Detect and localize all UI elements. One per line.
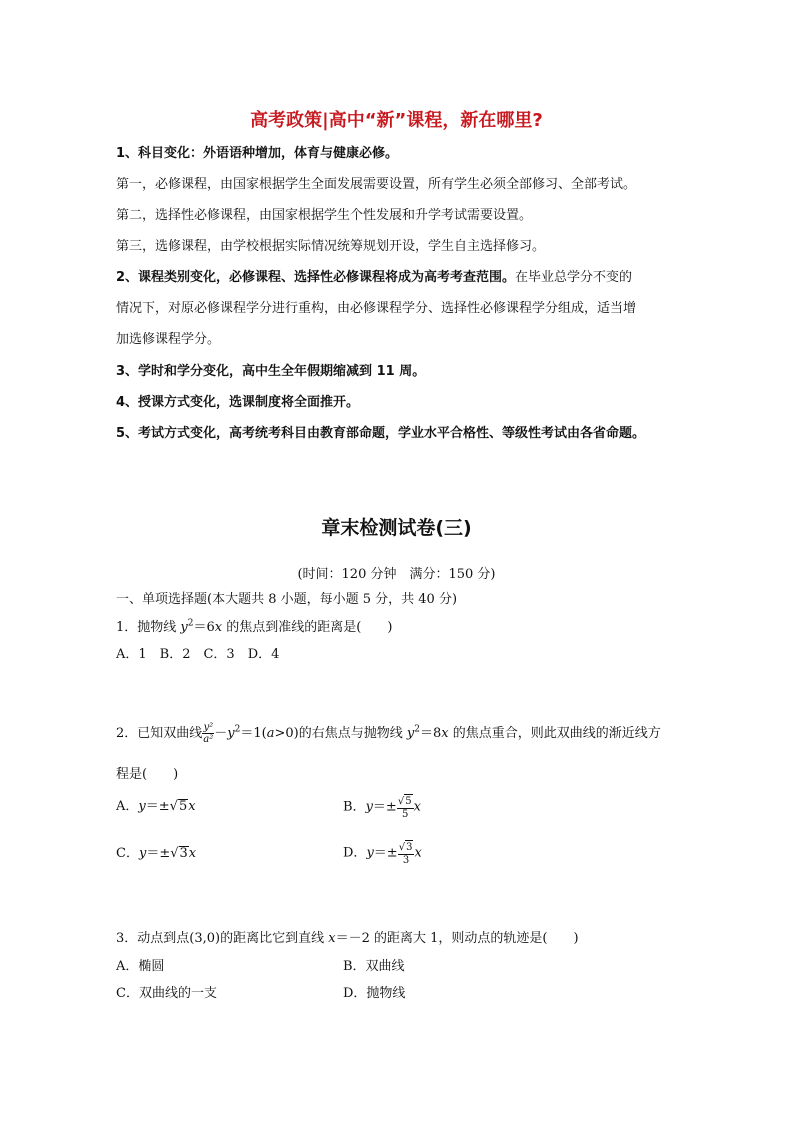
option-label: B． bbox=[343, 799, 366, 815]
q2-suffix: 的焦点重合，则此双曲线的渐近线方 bbox=[448, 726, 661, 741]
q1-var-y: y bbox=[180, 620, 188, 635]
option-radicand: 5 bbox=[178, 799, 188, 814]
q2-var-y2: y bbox=[406, 726, 415, 741]
option-radicand: 3 bbox=[406, 842, 413, 853]
q1-options: A．1 B．2 C．3 D．4 bbox=[116, 647, 280, 662]
option-label: D． bbox=[343, 845, 367, 861]
news-point-5: 5、考试方式变化，高考统考科目由教育部命题，学业水平合格性、等级性考试由各省命题。 bbox=[116, 426, 646, 441]
q2-eq: ＝1( bbox=[240, 726, 267, 741]
option-var: x bbox=[188, 846, 197, 861]
q2-fraction bbox=[202, 722, 214, 745]
option-frac-num: √5 bbox=[397, 796, 412, 807]
news-point-4: 4、授课方式变化，选课制度将全面推开。 bbox=[116, 395, 360, 410]
q3-var-x: x bbox=[328, 931, 336, 946]
option-eq: ＝± bbox=[373, 845, 398, 861]
news-point-1: 1、科目变化：外语语种增加，体育与健康必修。 bbox=[116, 146, 399, 161]
q2-eq-2: ＝8 bbox=[419, 726, 442, 741]
q3-option-a: A．椭圆 bbox=[116, 959, 165, 974]
exam-title: 章末检测试卷(三) bbox=[321, 517, 472, 539]
option-var: x bbox=[414, 845, 422, 861]
q2-var-a: a bbox=[266, 726, 275, 741]
q3-option-d: D．抛物线 bbox=[343, 986, 406, 1001]
q2-text: >0)的右焦点与抛物线 bbox=[274, 726, 407, 741]
q3-option-b: B．双曲线 bbox=[343, 959, 405, 974]
q2-minus: － bbox=[214, 726, 228, 741]
q1-eq: ＝6 bbox=[193, 620, 215, 635]
news-line: 第二，选择性必修课程，由国家根据学生个性发展和升学考试需要设置。 bbox=[116, 208, 533, 223]
question-1 bbox=[116, 620, 392, 636]
news-line: 加选修课程学分。 bbox=[116, 332, 221, 347]
option-eq: ＝± bbox=[372, 799, 397, 815]
q2-exponent-2: 2 bbox=[414, 724, 420, 735]
news-title: 高考政策|高中“新”课程，新在哪里? bbox=[250, 110, 543, 131]
option-var: x bbox=[188, 799, 196, 814]
news-line: 第一，必修课程，由国家根据学生全面发展需要设置，所有学生必须全部修习、全部考试。 bbox=[116, 177, 637, 192]
option-frac-den: 5 bbox=[402, 809, 409, 820]
question-3 bbox=[116, 931, 579, 947]
q2-option-c: C．y＝±√3x bbox=[116, 846, 197, 861]
option-var: y bbox=[138, 846, 147, 861]
q2-option-d bbox=[343, 840, 422, 866]
option-var: y bbox=[138, 799, 146, 814]
q1-suffix: 的焦点到准线的距离是( ) bbox=[222, 620, 393, 635]
option-label: C． bbox=[116, 846, 139, 861]
q3-option-c: C．双曲线的一支 bbox=[116, 986, 217, 1001]
news-line: 情况下，对原必修课程学分进行重构，由必修课程学分、选择性必修课程学分组成，适当增 bbox=[116, 301, 637, 316]
option-fraction bbox=[398, 840, 415, 866]
q2-prefix: 2．已知双曲线 bbox=[116, 726, 203, 741]
option-eq: ＝± bbox=[146, 846, 171, 861]
option-fraction bbox=[397, 794, 414, 820]
option-radicand: 5 bbox=[405, 796, 412, 807]
option-radicand: 3 bbox=[179, 846, 188, 861]
news-point-3: 3、学时和学分变化，高中生全年假期缩减到 11 周。 bbox=[116, 364, 426, 379]
q2-option-a: A．y＝±√5x bbox=[116, 799, 196, 814]
option-eq: ＝± bbox=[145, 799, 170, 814]
q2-var-x: x bbox=[441, 726, 449, 741]
q2-var-y: y bbox=[227, 726, 235, 741]
q2-option-b bbox=[343, 794, 421, 820]
q2-line2: 程是( ) bbox=[116, 767, 179, 782]
news-point-2-rest: 在毕业总学分不变的 bbox=[515, 270, 633, 285]
q3-prefix: 3．动点到点(3,0)的距离比它到直线 bbox=[116, 931, 329, 946]
option-frac-den: 3 bbox=[402, 855, 410, 866]
news-line: 第三，选修课程，由学校根据实际情况统筹规划开设，学生自主选择修习。 bbox=[116, 239, 546, 254]
option-var: y bbox=[365, 799, 373, 815]
option-label: A． bbox=[116, 799, 139, 814]
news-point-2 bbox=[116, 270, 632, 286]
q3-suffix: ＝－2 的距离大 1，则动点的轨迹是( ) bbox=[335, 931, 579, 946]
question-2 bbox=[116, 722, 661, 745]
exam-meta: (时间：120 分钟 满分：150 分) bbox=[297, 567, 496, 582]
q1-var-x: x bbox=[214, 620, 223, 635]
q2-exponent: 2 bbox=[234, 724, 241, 735]
q2-frac-den: a² bbox=[203, 734, 214, 745]
option-frac-num: √3 bbox=[398, 842, 413, 853]
news-point-2-bold: 2、课程类别变化，必修课程、选择性必修课程将成为高考考查范围。 bbox=[116, 270, 516, 285]
section-heading: 一、单项选择题(本大题共 8 小题，每小题 5 分，共 40 分) bbox=[116, 592, 458, 607]
q1-prefix: 1．抛物线 bbox=[116, 620, 181, 635]
option-var: y bbox=[366, 845, 374, 861]
q2-frac-num: y² bbox=[203, 722, 214, 733]
option-var: x bbox=[413, 799, 421, 815]
q1-exponent: 2 bbox=[187, 618, 194, 629]
